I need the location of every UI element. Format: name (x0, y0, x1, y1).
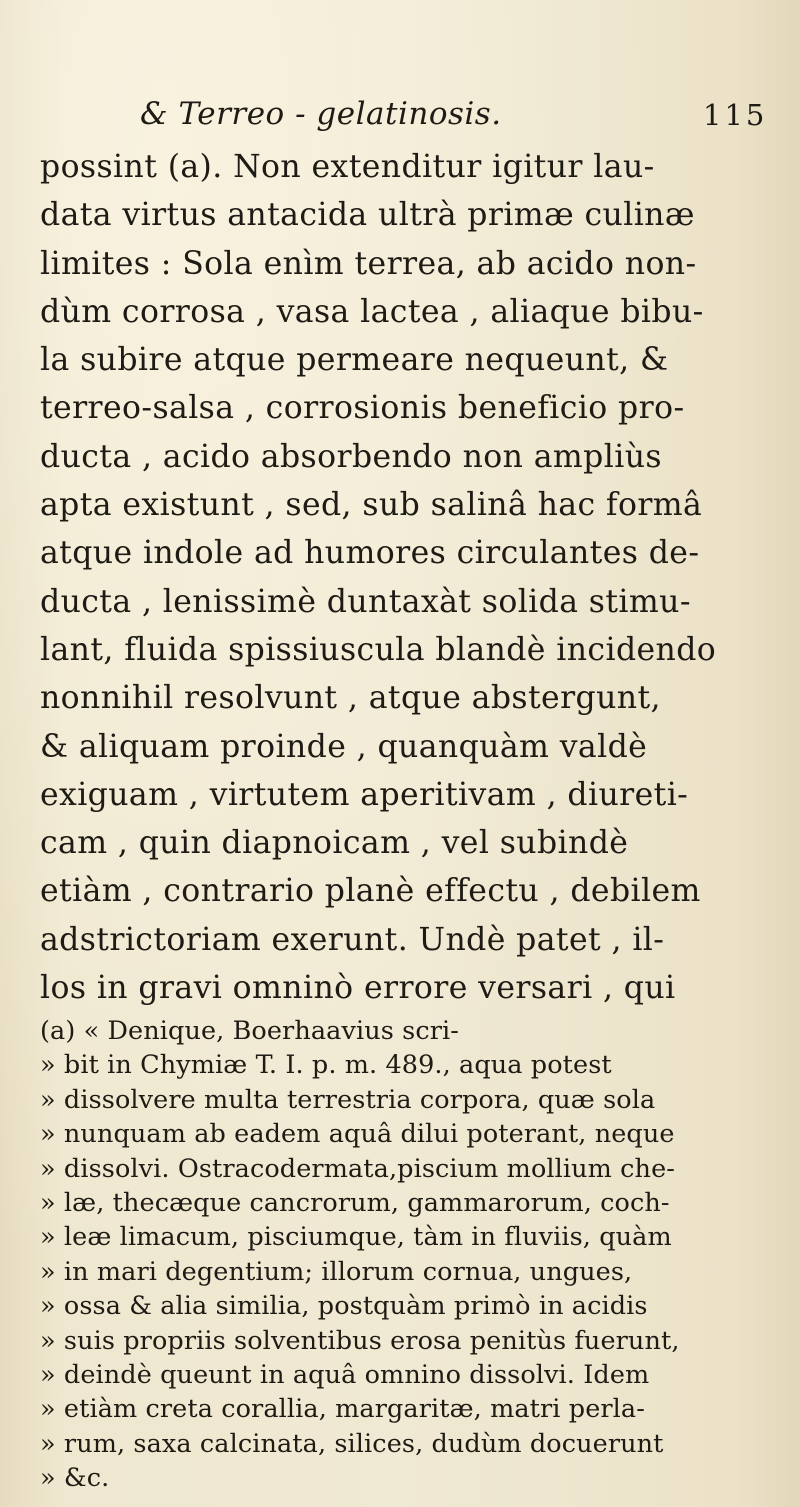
text-line: exiguam , virtutem aperitivam , diureti- (40, 776, 689, 813)
footnote-line: » leæ limacum, pisciumque, tàm in fluviis, quàm (40, 1222, 672, 1253)
text-line: data virtus antacida ultrà primæ culinæ (40, 197, 695, 234)
footnote-line: » rum, saxa calcinata, silices, dudùm docuerunt (40, 1428, 664, 1459)
text-line: apta existunt , sed, sub salinâ hac formâ (40, 487, 703, 524)
text-line: adstrictoriam exerunt. Undè patet , il- (40, 921, 665, 958)
text-line: cam , quin diapnoicam , vel subindè (40, 825, 629, 862)
text-line: ducta , lenissimè duntaxàt solida stimu- (40, 583, 691, 620)
text-line: ducta , acido absorbendo non ampliùs (40, 438, 662, 475)
footnote-line: » dissolvere multa terrestria corpora, quæ sola (40, 1084, 656, 1115)
footnote (40, 1014, 770, 1495)
text-line: atque indole ad humores circulantes de- (40, 535, 700, 572)
text-line: etiàm , contrario planè effectu , debilem (40, 873, 701, 910)
footnote-line: » etiàm creta corallia, margaritæ, matri perla- (40, 1394, 645, 1425)
page-number: 115 (703, 98, 768, 132)
running-title: & Terreo - gelatinosis. (140, 96, 502, 132)
text-line: la subire atque permeare nequeunt, & (40, 342, 669, 379)
text-line: & aliquam proinde , quanquàm valdè (40, 728, 648, 765)
text-line: possint (a). Non extenditur igitur lau- (40, 149, 655, 185)
text-line: lant, fluida spissiuscula blandè incidendo (40, 631, 717, 668)
text-line: dùm corrosa , vasa lactea , aliaque bibu- (40, 293, 704, 330)
text-line: limites : Sola enìm terrea, ab acido non- (40, 245, 697, 282)
footnote-line: » ossa & alia similia, postquàm primò in acidis (40, 1291, 648, 1322)
footnote-line: » suis propriis solventibus erosa penitùs fuerunt, (40, 1325, 680, 1356)
footnote-line: » læ, thecæque cancrorum, gammarorum, coch- (40, 1187, 670, 1218)
footnote-line: » deindè queunt in aquâ omnino dissolvi. Idem (40, 1359, 650, 1390)
page-header (0, 96, 800, 144)
text-line: nonnihil resolvunt , atque abstergunt, (40, 680, 661, 717)
footnote-line: (a) « Denique, Boerhaavius scri- (40, 1016, 459, 1046)
footnote-line: » nunquam ab eadem aquâ dilui poterant, neque (40, 1119, 675, 1150)
footnote-line: » &c. (40, 1463, 110, 1494)
footnote-line: » in mari degentium; illorum cornua, ungues, (40, 1256, 633, 1287)
main-text (40, 143, 760, 1012)
footnote-line: » bit in Chymiæ T. I. p. m. 489., aqua potest (40, 1050, 612, 1081)
text-line: los in gravi omninò errore versari , qui (40, 970, 676, 1007)
text-line: terreo-salsa , corrosionis beneficio pro- (40, 390, 685, 427)
footnote-line: » dissolvi. Ostracodermata,piscium mollium che- (40, 1153, 675, 1184)
